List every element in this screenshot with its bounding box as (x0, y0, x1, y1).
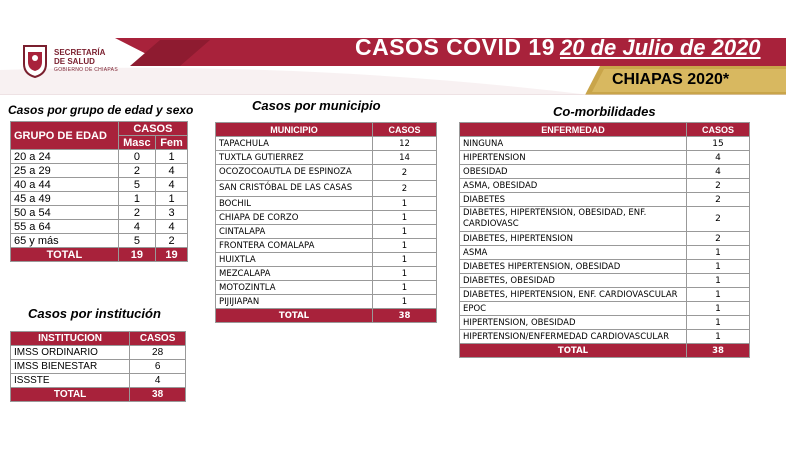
mun-name-cell: CINTALAPA (216, 225, 373, 239)
logo-line2: DE SALUD (54, 57, 95, 66)
com-name-cell: NINGUNA (460, 137, 687, 151)
com-cases-cell: 1 (687, 288, 750, 302)
age-total-label: TOTAL (11, 248, 119, 262)
age-fem-cell: 4 (156, 178, 188, 192)
age-fem-cell: 2 (156, 234, 188, 248)
mun-name-cell: PIJIJIAPAN (216, 295, 373, 309)
table-row (11, 164, 188, 178)
age-group-cell: 45 a 49 (11, 192, 119, 206)
municipality-section-title: Casos por municipio (252, 98, 381, 113)
table-row (216, 181, 437, 197)
com-cases-cell: 2 (687, 179, 750, 193)
age-masc-cell: 2 (118, 206, 155, 220)
com-cases-cell: 2 (687, 193, 750, 207)
com-col-name: ENFERMEDAD (460, 123, 687, 137)
inst-total-value: 38 (130, 388, 186, 402)
mun-total-row (216, 309, 437, 323)
com-name-cell: HIPERTENSION (460, 151, 687, 165)
mun-name-cell: FRONTERA COMALAPA (216, 239, 373, 253)
mun-cases-cell: 1 (373, 225, 437, 239)
table-row (11, 178, 188, 192)
logo-line3: GOBIERNO DE CHIAPAS (54, 67, 118, 73)
age-group-cell: 55 a 64 (11, 220, 119, 234)
table-row (11, 346, 186, 360)
com-cases-cell: 1 (687, 246, 750, 260)
mun-name-cell: HUIXTLA (216, 253, 373, 267)
com-name-cell: HIPERTENSION, OBESIDAD (460, 316, 687, 330)
com-name-cell: OBESIDAD (460, 165, 687, 179)
mun-cases-cell: 1 (373, 253, 437, 267)
age-group-cell: 50 a 54 (11, 206, 119, 220)
comorbidity-section-title: Co-morbilidades (553, 104, 656, 119)
table-row (216, 137, 437, 151)
table-row (11, 192, 188, 206)
mun-cases-cell: 1 (373, 281, 437, 295)
age-total-fem: 19 (156, 248, 188, 262)
logo-line1: SECRETARÍA (54, 48, 106, 57)
table-row (11, 206, 188, 220)
mun-cases-cell: 1 (373, 295, 437, 309)
com-cases-cell: 1 (687, 274, 750, 288)
age-col-fem: Fem (156, 136, 188, 150)
age-fem-cell: 4 (156, 164, 188, 178)
table-row (460, 274, 750, 288)
age-masc-cell: 0 (118, 150, 155, 164)
com-name-cell: HIPERTENSION/ENFERMEDAD CARDIOVASCULAR (460, 330, 687, 344)
age-total-masc: 19 (118, 248, 155, 262)
table-row (11, 360, 186, 374)
inst-total-label: TOTAL (11, 388, 130, 402)
inst-total-row (11, 388, 186, 402)
com-cases-cell: 2 (687, 207, 750, 232)
table-row (11, 234, 188, 248)
table-row (460, 316, 750, 330)
mun-cases-cell: 1 (373, 239, 437, 253)
table-row (460, 165, 750, 179)
com-name-cell: ASMA (460, 246, 687, 260)
age-fem-cell: 1 (156, 150, 188, 164)
com-name-cell: DIABETES, HIPERTENSION, OBESIDAD, ENF. CARDIOVASC (460, 207, 687, 232)
mun-cases-cell: 12 (373, 137, 437, 151)
age-masc-cell: 5 (118, 178, 155, 192)
table-row (460, 232, 750, 246)
table-row (460, 302, 750, 316)
inst-cases-cell: 6 (130, 360, 186, 374)
com-name-cell: DIABETES, OBESIDAD (460, 274, 687, 288)
table-row (460, 246, 750, 260)
region-label: CHIAPAS 2020* (612, 71, 730, 88)
age-group-cell: 65 y más (11, 234, 119, 248)
mun-col-name: MUNICIPIO (216, 123, 373, 137)
mun-name-cell: CHIAPA DE CORZO (216, 211, 373, 225)
mun-cases-cell: 14 (373, 151, 437, 165)
mun-name-cell: BOCHIL (216, 197, 373, 211)
inst-cases-cell: 4 (130, 374, 186, 388)
inst-name-cell: IMSS ORDINARIO (11, 346, 130, 360)
mun-name-cell: TAPACHULA (216, 137, 373, 151)
com-col-cases: CASOS (687, 123, 750, 137)
com-name-cell: DIABETES (460, 193, 687, 207)
age-col-masc: Masc (118, 136, 155, 150)
com-cases-cell: 1 (687, 302, 750, 316)
com-total-value: 38 (687, 344, 750, 358)
table-row (216, 253, 437, 267)
inst-col-name: INSTITUCION (11, 332, 130, 346)
age-col-group: GRUPO DE EDAD (11, 122, 119, 150)
table-row (216, 267, 437, 281)
age-fem-cell: 1 (156, 192, 188, 206)
inst-cases-cell: 28 (130, 346, 186, 360)
com-total-row (460, 344, 750, 358)
table-row (11, 220, 188, 234)
com-cases-cell: 4 (687, 165, 750, 179)
mun-cases-cell: 1 (373, 211, 437, 225)
municipality-table (215, 122, 437, 323)
com-cases-cell: 2 (687, 232, 750, 246)
table-row (11, 150, 188, 164)
age-masc-cell: 5 (118, 234, 155, 248)
institution-section-title: Casos por institución (28, 306, 161, 321)
logo-text (54, 48, 118, 75)
com-cases-cell: 4 (687, 151, 750, 165)
com-cases-cell: 15 (687, 137, 750, 151)
table-row (460, 330, 750, 344)
table-row (460, 179, 750, 193)
institution-table (10, 331, 186, 402)
header-banner (0, 0, 786, 95)
table-row (216, 295, 437, 309)
com-name-cell: DIABETES, HIPERTENSION, ENF. CARDIOVASCULAR (460, 288, 687, 302)
table-row (460, 193, 750, 207)
table-row (216, 281, 437, 295)
age-group-cell: 20 a 24 (11, 150, 119, 164)
age-total-row (11, 248, 188, 262)
inst-col-cases: CASOS (130, 332, 186, 346)
table-row (216, 151, 437, 165)
com-cases-cell: 1 (687, 260, 750, 274)
page-title: CASOS COVID 19 (355, 34, 555, 60)
age-fem-cell: 3 (156, 206, 188, 220)
age-table (10, 121, 188, 262)
age-section-title: Casos por grupo de edad y sexo (8, 103, 194, 117)
mun-name-cell: MEZCALAPA (216, 267, 373, 281)
table-row (460, 207, 750, 232)
mun-cases-cell: 2 (373, 181, 437, 197)
mun-col-cases: CASOS (373, 123, 437, 137)
mun-cases-cell: 2 (373, 165, 437, 181)
mun-total-value: 38 (373, 309, 437, 323)
age-fem-cell: 4 (156, 220, 188, 234)
mun-cases-cell: 1 (373, 197, 437, 211)
table-row (216, 211, 437, 225)
report-date: 20 de Julio de 2020 (560, 35, 761, 60)
age-masc-cell: 1 (118, 192, 155, 206)
mun-name-cell: OCOZOCOAUTLA DE ESPINOZA (216, 165, 373, 181)
com-cases-cell: 1 (687, 330, 750, 344)
age-group-cell: 25 a 29 (11, 164, 119, 178)
age-col-cases: CASOS (118, 122, 187, 136)
table-row (460, 260, 750, 274)
table-row (11, 374, 186, 388)
com-name-cell: ASMA, OBESIDAD (460, 179, 687, 193)
table-row (216, 239, 437, 253)
table-row (460, 137, 750, 151)
shield-icon (22, 44, 48, 78)
mun-cases-cell: 1 (373, 267, 437, 281)
age-group-cell: 40 a 44 (11, 178, 119, 192)
comorbidity-table (459, 122, 750, 358)
mun-name-cell: SAN CRISTÓBAL DE LAS CASAS (216, 181, 373, 197)
com-name-cell: DIABETES HIPERTENSION, OBESIDAD (460, 260, 687, 274)
inst-name-cell: ISSSTE (11, 374, 130, 388)
table-row (460, 151, 750, 165)
age-masc-cell: 2 (118, 164, 155, 178)
com-name-cell: EPOC (460, 302, 687, 316)
age-masc-cell: 4 (118, 220, 155, 234)
inst-name-cell: IMSS BIENESTAR (11, 360, 130, 374)
mun-name-cell: MOTOZINTLA (216, 281, 373, 295)
mun-total-label: TOTAL (216, 309, 373, 323)
mun-name-cell: TUXTLA GUTIERREZ (216, 151, 373, 165)
table-row (216, 165, 437, 181)
table-row (216, 197, 437, 211)
table-row (216, 225, 437, 239)
com-total-label: TOTAL (460, 344, 687, 358)
table-row (460, 288, 750, 302)
com-cases-cell: 1 (687, 316, 750, 330)
com-name-cell: DIABETES, HIPERTENSION (460, 232, 687, 246)
